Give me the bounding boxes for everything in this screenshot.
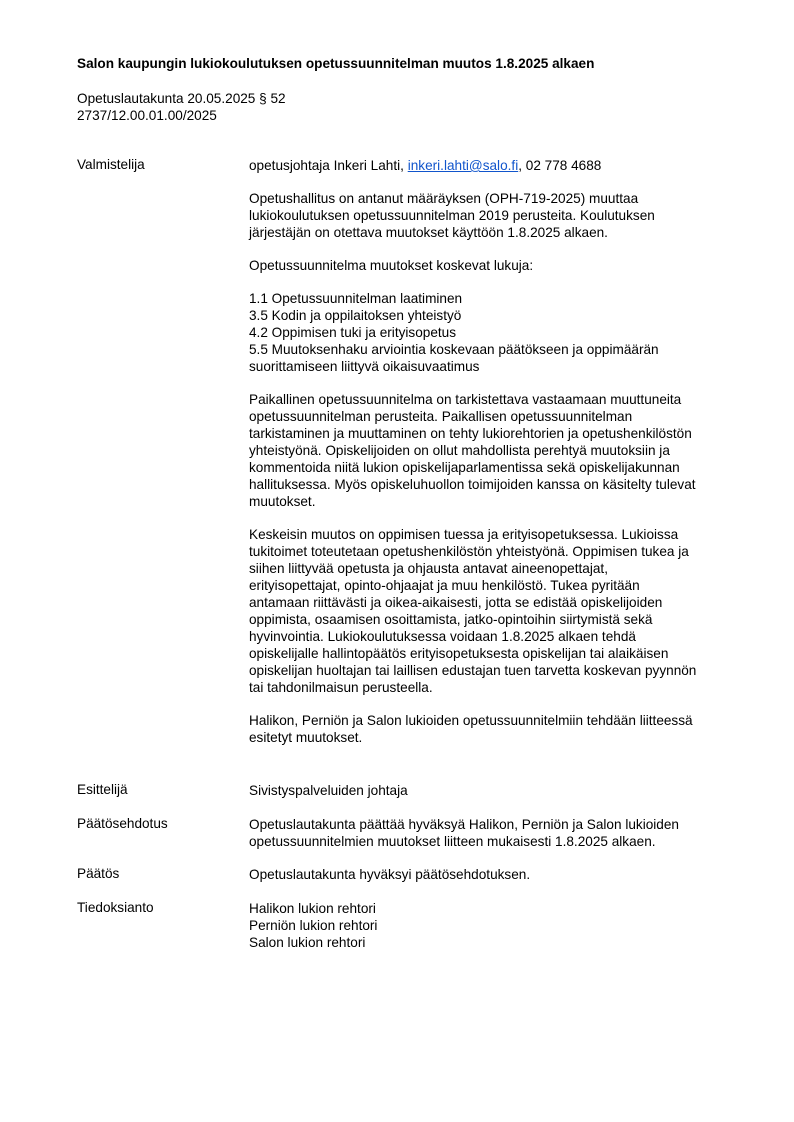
paragraph-2: [249, 257, 737, 274]
chapter-item: 3.5 Kodin ja oppilaitoksen yhteistyö: [249, 308, 462, 323]
text-line: tai tahdonilmaisun perusteella.: [249, 680, 433, 695]
chapter-item: 5.5 Muutoksenhaku arviointia koskevaan päätökseen ja oppimäärän: [249, 342, 659, 357]
preparer-email-link[interactable]: inkeri.lahti@salo.fi: [407, 158, 519, 173]
preparer-line: [249, 157, 737, 174]
document-title: Salon kaupungin lukiokoulutuksen opetussuunnitelman muutos 1.8.2025 alkaen: [77, 56, 595, 71]
valmistelija-content: [249, 157, 737, 746]
text-line: lukiokoulutuksen opetussuunnitelman 2019 perusteita. Koulutuksen: [249, 208, 655, 223]
tiedoksianto-label: Tiedoksianto: [77, 900, 154, 915]
text-line: oppimista, osaamisen osoittamista, jatko-opintoihin siirtymistä sekä: [249, 612, 653, 627]
chapter-item: suorittamiseen liittyvä oikaisuvaatimus: [249, 359, 480, 374]
recipient-item: Halikon lukion rehtori: [249, 901, 376, 916]
text-line: Opetushallitus on antanut määräyksen (OPH-719-2025) muuttaa: [249, 191, 639, 206]
text-line: opiskelijalle hallintopäätös erityisopetuksesta opiskelijan tai alaikäisen: [249, 646, 669, 661]
paragraph-5: [249, 526, 737, 696]
record-id: 2737/12.00.01.00/2025: [77, 108, 217, 123]
text-line: tukitoimet toteutetaan opetushenkilöstön yhteistyönä. Oppimisen tukea ja: [249, 544, 689, 559]
text-line: Keskeisin muutos on oppimisen tuessa ja erityisopetuksessa. Lukioissa: [249, 527, 679, 542]
chapter-item: 4.2 Oppimisen tuki ja erityisopetus: [249, 325, 457, 340]
text-line: hallituksessa. Myös opiskeluhuollon toimijoiden kanssa on käsitelty tulevat: [249, 477, 696, 492]
chapter-list: [249, 290, 737, 375]
valmistelija-label: Valmistelija: [77, 157, 145, 172]
text-line: muutokset.: [249, 494, 316, 509]
text-line: Halikon, Perniön ja Salon lukioiden opetussuunnitelmiin tehdään liitteessä: [249, 713, 693, 728]
meeting-reference: Opetuslautakunta 20.05.2025 § 52: [77, 91, 286, 106]
text-line: siihen liittyvää opetusta ja ohjausta antavat aineenopettajat,: [249, 561, 608, 576]
preparer-name: opetusjohtaja Inkeri Lahti,: [249, 158, 408, 173]
text-line: opetussuunnitelmien muutokset liitteen mukaisesti 1.8.2025 alkaen.: [249, 834, 656, 849]
text-line: järjestäjän on otettava muutokset käyttöön 1.8.2025 alkaen.: [249, 225, 608, 240]
esittelija-label: Esittelijä: [77, 782, 128, 797]
recipient-item: Salon lukion rehtori: [249, 935, 366, 950]
paragraph-1: [249, 190, 737, 241]
text-line: hyvinvointia. Lukiokoulutuksessa voidaan 1.8.2025 alkaen tehdä: [249, 629, 636, 644]
chapter-item: 1.1 Opetussuunnitelman laatiminen: [249, 291, 463, 306]
paragraph-6: [249, 712, 737, 746]
text-line: esitetyt muutokset.: [249, 730, 363, 745]
paatosehdotus-content: [249, 816, 737, 850]
tiedoksianto-content: [249, 900, 737, 951]
text-line: kommentoida niitä lukion opiskelijaparlamentissa sekä opiskelijakunnan: [249, 460, 680, 475]
text-line: tarkistaminen ja muuttaminen on tehty lukiorehtorien ja opetushenkilöstön: [249, 426, 692, 441]
preparer-phone: , 02 778 4688: [518, 158, 602, 173]
text-line: Paikallinen opetussuunnitelma on tarkistettava vastaamaan muuttuneita: [249, 392, 682, 407]
paatos-label: Päätös: [77, 866, 120, 881]
text-line: erityisopettajat, opinto-ohjaajat ja muu henkilöstö. Tukea pyritään: [249, 578, 640, 593]
recipient-item: Perniön lukion rehtori: [249, 918, 378, 933]
paragraph-4: [249, 391, 737, 510]
paatos-content: Opetuslautakunta hyväksyi päätösehdotuksen.: [249, 867, 531, 882]
esittelija-content: Sivistyspalveluiden johtaja: [249, 783, 408, 798]
text-line: Opetussuunnitelma muutokset koskevat lukuja:: [249, 258, 534, 273]
text-line: antamaan riittävästi ja oikea-aikaisesti, jotta se edistää opiskelijoiden: [249, 595, 663, 610]
text-line: yhteistyönä. Opiskelijoiden on ollut mahdollista perehtyä muutoksiin ja: [249, 443, 670, 458]
text-line: opetussuunnitelman perusteita. Paikallisen opetussuunnitelman: [249, 409, 633, 424]
text-line: opiskelijan huoltajan tai laillisen edustajan tuen tarvetta koskevan pyynnön: [249, 663, 697, 678]
text-line: Opetuslautakunta päättää hyväksyä Halikon, Perniön ja Salon lukioiden: [249, 817, 679, 832]
paatosehdotus-label: Päätösehdotus: [77, 816, 168, 831]
